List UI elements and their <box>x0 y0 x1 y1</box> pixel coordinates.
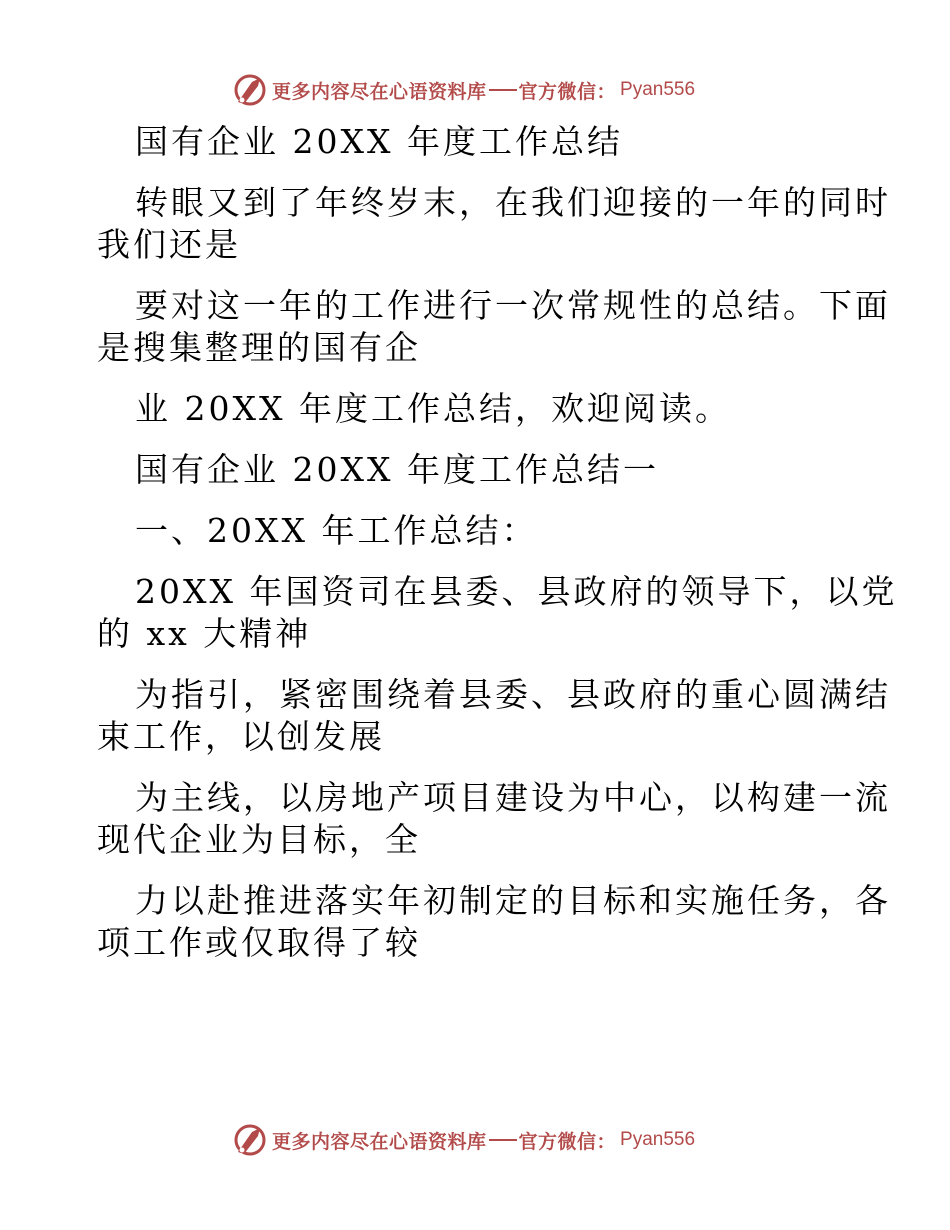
paragraph-line: 要对这一年的工作进行一次常规性的总结。下面 <box>135 286 891 325</box>
paragraph-line: 国有企业 20XX 年度工作总结一 <box>135 450 659 489</box>
paragraph-line: 国有企业 20XX 年度工作总结 <box>135 122 623 161</box>
watermark-text-main: 更多内容尽在心语资料库 <box>272 80 487 103</box>
watermark-text-channel: 官方微信： <box>518 1130 617 1153</box>
paragraph-line: 是搜集整理的国有企 <box>97 328 421 367</box>
paragraph-line: 20XX 年国资司在县委、县政府的领导下，以党 <box>135 572 898 611</box>
watermark-separator <box>489 89 517 91</box>
watermark-text-channel: 官方微信： <box>518 80 617 103</box>
pen-logo-icon <box>232 1122 268 1158</box>
paragraph-line: 为主线，以房地产项目建设为中心，以构建一流 <box>135 778 891 817</box>
watermark-separator <box>489 1139 517 1141</box>
pen-logo-icon <box>232 72 268 108</box>
paragraph-line: 转眼又到了年终岁末，在我们迎接的一年的同时 <box>135 183 891 222</box>
paragraph-line: 束工作，以创发展 <box>97 717 385 756</box>
paragraph-line: 为指引，紧密围绕着县委、县政府的重心圆满结 <box>135 675 891 714</box>
watermark-text-main: 更多内容尽在心语资料库 <box>272 1130 487 1153</box>
paragraph-line: 力以赴推进落实年初制定的目标和实施任务，各 <box>135 881 891 920</box>
paragraph-line: 的 xx 大精神 <box>97 614 312 653</box>
paragraph-line: 一、20XX 年工作总结： <box>135 511 538 550</box>
header-watermark <box>232 70 695 110</box>
footer-watermark <box>232 1120 695 1160</box>
paragraph-line: 现代企业为目标，全 <box>97 820 421 859</box>
watermark-wechat-id: Pyan556 <box>620 79 696 100</box>
paragraph-line: 我们还是 <box>97 225 241 264</box>
paragraph-line: 业 20XX 年度工作总结，欢迎阅读。 <box>135 389 731 428</box>
document-body <box>97 122 898 962</box>
watermark-wechat-id: Pyan556 <box>620 1129 696 1150</box>
paragraph-line: 项工作或仅取得了较 <box>97 923 421 962</box>
